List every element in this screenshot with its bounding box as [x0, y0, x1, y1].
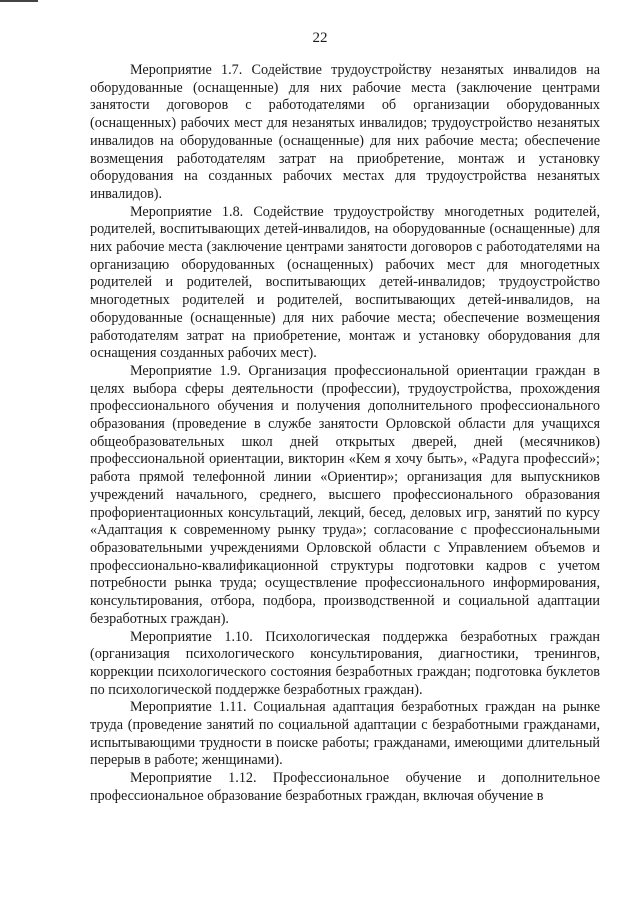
paragraph-measure-1-10: Мероприятие 1.10. Психологическая поддержка безработных граждан (организация психологического консультирования, диагностики, тренингов, коррекции психологического состояния безработных граждан; подготовка буклетов по психологической поддержке безработных граждан). — [90, 628, 600, 698]
paragraph-measure-1-11: Мероприятие 1.11. Социальная адаптация безработных граждан на рынке труда (проведение занятий по социальной адаптации с безработными гражданами, испытывающими трудности в поиске работы; гражданами, имеющими длительный перерыв в работе; женщинами). — [90, 699, 600, 769]
paragraph-measure-1-8: Мероприятие 1.8. Содействие трудоустройству многодетных родителей, родителей, воспитывающих детей-инвалидов, на оборудованные (оснащенные) для них рабочие места (заключение центрами занятости договоров с работодателями на организацию оборудованных (оснащенных) рабочих мест для многодетных родителей и родителей, воспитывающих детей-инвалидов; трудоустройство многодетных родителей и родителей, воспитывающих детей-инвалидов, на оборудованные (оснащенные) для них рабочие места; обеспечение возмещения работодателям затрат на приобретение, монтаж и установку оборудования для оснащения созданных рабочих мест). — [90, 203, 600, 362]
paragraph-measure-1-7: Мероприятие 1.7. Содействие трудоустройству незанятых инвалидов на оборудованные (оснащенные) для них рабочие места (заключение центрами занятости договоров с работодателями об организации оборудованных (оснащенных) рабочих мест для незанятых инвалидов; трудоустройство незанятых инвалидов на оборудованные (оснащенные) для них рабочие места; обеспечение возмещения работодателям затрат на приобретение, монтаж и установку оборудования на созданных рабочих местах для трудоустройства незанятых инвалидов). — [90, 62, 600, 202]
paragraph-measure-1-12: Мероприятие 1.12. Профессиональное обучение и дополнительное профессиональное образование безработных граждан, включая обучение в — [90, 770, 600, 804]
scan-edge-mark — [0, 0, 38, 2]
paragraph-measure-1-9: Мероприятие 1.9. Организация профессиональной ориентации граждан в целях выбора сферы деятельности (профессии), трудоустройства, прохождения профессионального обучения и получения дополнительного профессионального образования (проведение в службе занятости Орловской области для учащихся общеобразовательных школ дней открытых дверей, дней (месячников) профессиональной ориентации, викторин «Кем я хочу быть», «Радуга профессий»; работа прямой телефонной линии «Ориентир»; организация для выпускников учреждений начального, среднего, высшего профессионального образования профориентационных консультаций, лекций, бесед, деловых игр, занятий по курсу «Адаптация к современному рынку труда»; согласование с профессиональными образовательными учреждениями Орловской области с Управлением объемов и профессионально-квалификационной структуры подготовки кадров с учетом потребности рынка труда; осуществление профессионального информирования, консультирования, отбора, подбора, производственной и социальной адаптации безработных граждан). — [90, 362, 600, 627]
page-number: 22 — [312, 30, 328, 46]
document-body — [90, 62, 600, 806]
